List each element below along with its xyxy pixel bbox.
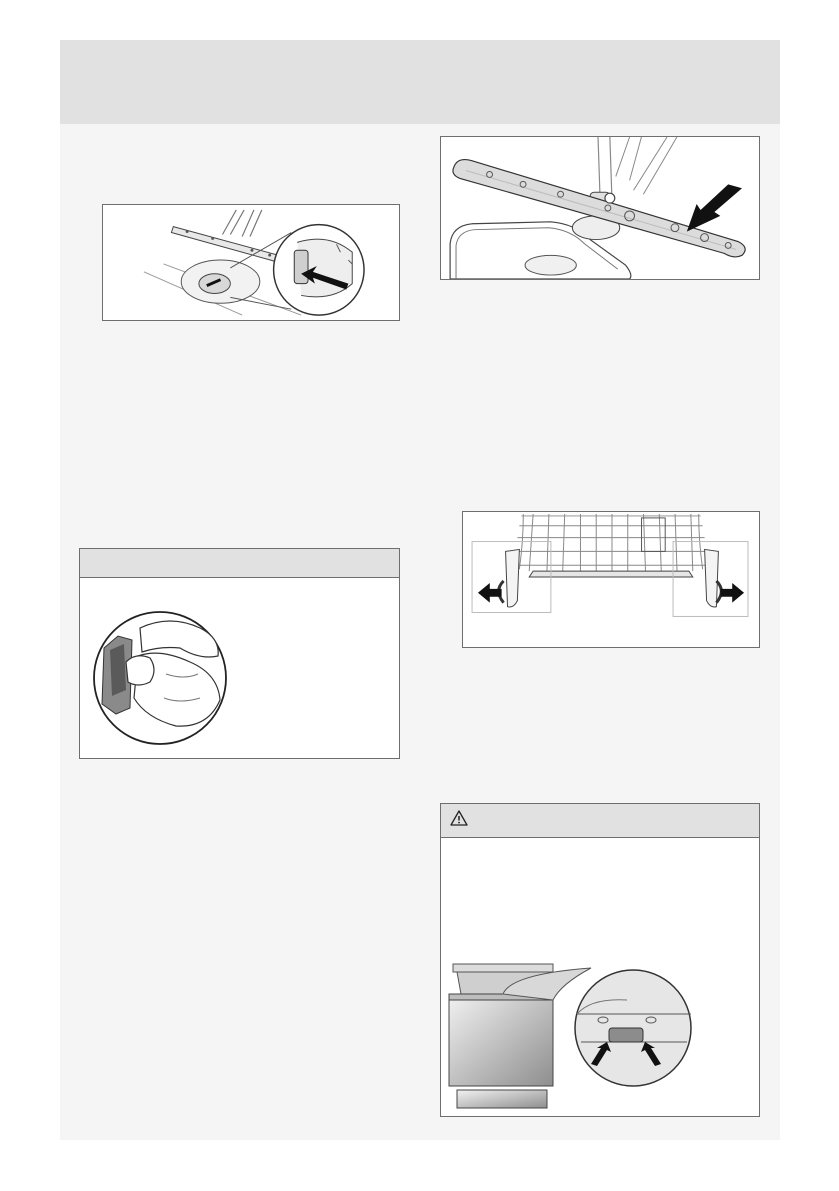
- hand-clip-illustration: [80, 578, 400, 759]
- filter-lock-illustration: [103, 205, 399, 320]
- note-box: [79, 548, 400, 759]
- warning-box: [440, 803, 760, 1117]
- rack-rails-illustration: [463, 512, 759, 647]
- page-header-band: [60, 40, 780, 124]
- rack-rails-figure: [462, 511, 760, 648]
- spray-arm-figure: [440, 136, 760, 280]
- spray-arm-illustration: [441, 137, 759, 279]
- warning-triangle-icon: [450, 810, 468, 826]
- dishwasher-latch-illustration: [441, 838, 760, 1117]
- note-box-header: [80, 549, 399, 578]
- filter-lock-figure: [102, 204, 400, 321]
- note-box-body: [80, 578, 399, 758]
- warning-box-header: [441, 804, 759, 838]
- warning-box-body: [441, 838, 759, 1116]
